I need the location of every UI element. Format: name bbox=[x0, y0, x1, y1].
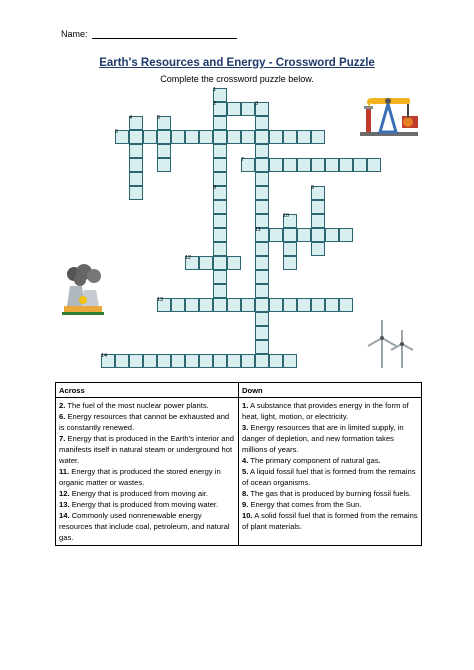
crossword-cell[interactable] bbox=[213, 298, 227, 312]
crossword-cell[interactable] bbox=[185, 354, 199, 368]
crossword-cell[interactable] bbox=[311, 242, 325, 256]
crossword-cell[interactable] bbox=[255, 312, 269, 326]
crossword-cell[interactable] bbox=[255, 144, 269, 158]
crossword-cell[interactable] bbox=[129, 144, 143, 158]
crossword-cell[interactable] bbox=[157, 130, 171, 144]
clue-number: 10 bbox=[283, 213, 290, 219]
list-item: 5. A liquid fossil fuel that is formed from the remains of ocean organisms. bbox=[242, 467, 416, 487]
crossword-cell[interactable] bbox=[255, 340, 269, 354]
crossword-cell[interactable] bbox=[283, 130, 297, 144]
down-clues bbox=[239, 398, 422, 546]
list-item: 11. Energy that is produced the stored energy in organic matter or wastes. bbox=[59, 467, 221, 487]
crossword-cell[interactable] bbox=[255, 256, 269, 270]
list-item: 7. Energy that is produced in the Earth's interior and manifests itself in natural steam or underground hot water. bbox=[59, 434, 234, 465]
crossword-cell[interactable] bbox=[213, 270, 227, 284]
crossword-cell[interactable] bbox=[213, 214, 227, 228]
clue-number: 9 bbox=[311, 185, 315, 191]
list-item: 1. A substance that provides energy in the form of heat, light, motion, or electricity. bbox=[242, 401, 409, 421]
clue-number: 11 bbox=[255, 227, 261, 233]
clue-number: 8 bbox=[213, 185, 217, 191]
crossword-cell[interactable] bbox=[129, 354, 143, 368]
crossword-cell[interactable] bbox=[185, 298, 199, 312]
crossword-cell[interactable] bbox=[227, 130, 241, 144]
clue-number: 13 bbox=[157, 297, 164, 303]
crossword-cell[interactable] bbox=[129, 186, 143, 200]
crossword-cell[interactable] bbox=[213, 242, 227, 256]
across-clues bbox=[56, 398, 239, 546]
crossword-cell[interactable] bbox=[255, 172, 269, 186]
crossword-cell[interactable] bbox=[143, 354, 157, 368]
clue-number: 5 bbox=[157, 115, 161, 121]
list-item: 14. Commonly used nonrenewable energy resources that include coal, petroleum, and natural gas. bbox=[59, 511, 230, 542]
crossword-cell[interactable] bbox=[241, 298, 255, 312]
clue-number: 12 bbox=[185, 255, 192, 261]
list-item: 6. Energy resources that cannot be exhausted and is constantly renewed. bbox=[59, 412, 230, 432]
crossword-cell[interactable] bbox=[157, 354, 171, 368]
crossword-cell[interactable] bbox=[311, 158, 325, 172]
crossword-cell[interactable] bbox=[283, 256, 297, 270]
crossword-cell[interactable] bbox=[283, 242, 297, 256]
crossword-cell[interactable] bbox=[213, 144, 227, 158]
crossword-cell[interactable] bbox=[255, 158, 269, 172]
power-plant-icon bbox=[60, 264, 106, 316]
oil-pump-icon bbox=[356, 92, 422, 138]
clue-number: 7 bbox=[241, 157, 245, 163]
crossword-cell[interactable] bbox=[311, 228, 325, 242]
crossword-cell[interactable] bbox=[213, 354, 227, 368]
crossword-cell[interactable] bbox=[255, 270, 269, 284]
clue-number: 2 bbox=[213, 101, 217, 107]
crossword-cell[interactable] bbox=[255, 214, 269, 228]
crossword-cell[interactable] bbox=[269, 130, 283, 144]
crossword-cell[interactable] bbox=[255, 130, 269, 144]
crossword-cell[interactable] bbox=[297, 158, 311, 172]
crossword-cell[interactable] bbox=[157, 144, 171, 158]
crossword-cell[interactable] bbox=[269, 158, 283, 172]
crossword-cell[interactable] bbox=[339, 228, 353, 242]
crossword-cell[interactable] bbox=[367, 158, 381, 172]
crossword-cell[interactable] bbox=[255, 284, 269, 298]
crossword-cell[interactable] bbox=[227, 102, 241, 116]
crossword-cell[interactable] bbox=[297, 130, 311, 144]
crossword-cell[interactable] bbox=[199, 354, 213, 368]
crossword-cell[interactable] bbox=[311, 214, 325, 228]
crossword-cell[interactable] bbox=[213, 158, 227, 172]
name-label: Name: bbox=[61, 29, 88, 39]
crossword-cell[interactable] bbox=[339, 158, 353, 172]
list-item: 8. The gas that is produced by burning fossil fuels. bbox=[242, 489, 412, 498]
clues-table bbox=[55, 382, 422, 546]
crossword-cell[interactable] bbox=[297, 228, 311, 242]
crossword-cell[interactable] bbox=[241, 354, 255, 368]
crossword-cell[interactable] bbox=[255, 298, 269, 312]
crossword-cell[interactable] bbox=[269, 354, 283, 368]
clue-number: 3 bbox=[255, 101, 259, 107]
crossword-cell[interactable] bbox=[311, 298, 325, 312]
list-item: 9. Energy that comes from the Sun. bbox=[242, 500, 362, 509]
crossword-cell[interactable] bbox=[213, 284, 227, 298]
wind-turbine-icon bbox=[366, 318, 416, 370]
crossword-cell[interactable] bbox=[143, 130, 157, 144]
crossword-cell[interactable] bbox=[255, 242, 269, 256]
list-item: 4. The primary component of natural gas. bbox=[242, 456, 381, 465]
crossword-cell[interactable] bbox=[171, 130, 185, 144]
crossword-cell[interactable] bbox=[283, 354, 297, 368]
crossword-cell[interactable] bbox=[185, 130, 199, 144]
list-item: 12. Energy that is produced from moving air. bbox=[59, 489, 209, 498]
crossword-cell[interactable] bbox=[255, 116, 269, 130]
crossword-cell[interactable] bbox=[171, 298, 185, 312]
crossword-cell[interactable] bbox=[227, 354, 241, 368]
clue-number: 1 bbox=[213, 87, 217, 93]
list-item: 3. Energy resources that are in limited supply, in danger of depletion, and new formation takes millions of years. bbox=[242, 423, 404, 454]
crossword-cell[interactable] bbox=[213, 172, 227, 186]
crossword-cell[interactable] bbox=[213, 130, 227, 144]
crossword-cell[interactable] bbox=[283, 228, 297, 242]
crossword-cell[interactable] bbox=[339, 298, 353, 312]
crossword-cell[interactable] bbox=[213, 256, 227, 270]
crossword-cell[interactable] bbox=[199, 298, 213, 312]
crossword-cell[interactable] bbox=[255, 200, 269, 214]
crossword-cell[interactable] bbox=[283, 158, 297, 172]
crossword-cell[interactable] bbox=[199, 256, 213, 270]
crossword-cell[interactable] bbox=[213, 200, 227, 214]
down-header: Down bbox=[239, 383, 422, 398]
crossword-cell[interactable] bbox=[241, 130, 255, 144]
crossword-cell[interactable] bbox=[325, 228, 339, 242]
crossword-cell[interactable] bbox=[157, 158, 171, 172]
crossword-cell[interactable] bbox=[297, 298, 311, 312]
crossword-cell[interactable] bbox=[255, 354, 269, 368]
clue-number: 14 bbox=[101, 353, 108, 359]
crossword-cell[interactable] bbox=[283, 298, 297, 312]
page-title: Earth's Resources and Energy - Crossword Puzzle bbox=[99, 57, 375, 69]
crossword-cell[interactable] bbox=[269, 298, 283, 312]
crossword-cell[interactable] bbox=[311, 200, 325, 214]
list-item: 2. The fuel of the most nuclear power plants. bbox=[59, 401, 209, 410]
crossword-cell[interactable] bbox=[311, 130, 325, 144]
crossword-cell[interactable] bbox=[255, 186, 269, 200]
crossword-cell[interactable] bbox=[269, 228, 283, 242]
crossword-cell[interactable] bbox=[213, 228, 227, 242]
list-item: 10. A solid fossil fuel that is formed from the remains of plant materials. bbox=[242, 511, 418, 531]
clue-number: 6 bbox=[115, 129, 119, 135]
crossword-cell[interactable] bbox=[115, 354, 129, 368]
crossword-cell[interactable] bbox=[227, 256, 241, 270]
crossword-cell[interactable] bbox=[213, 116, 227, 130]
clue-number: 4 bbox=[129, 115, 133, 121]
crossword-cell[interactable] bbox=[353, 158, 367, 172]
list-item: 13. Energy that is produced from moving water. bbox=[59, 500, 219, 509]
page-subtitle: Complete the crossword puzzle below. bbox=[160, 74, 314, 84]
crossword-cell[interactable] bbox=[129, 130, 143, 144]
crossword-cell[interactable] bbox=[325, 298, 339, 312]
crossword-cell[interactable] bbox=[171, 354, 185, 368]
across-header: Across bbox=[56, 383, 239, 398]
crossword-cell[interactable] bbox=[255, 326, 269, 340]
crossword-cell[interactable] bbox=[129, 158, 143, 172]
crossword-cell[interactable] bbox=[325, 158, 339, 172]
crossword-cell[interactable] bbox=[241, 102, 255, 116]
crossword-cell[interactable] bbox=[129, 172, 143, 186]
crossword-cell[interactable] bbox=[227, 298, 241, 312]
crossword-cell[interactable] bbox=[199, 130, 213, 144]
